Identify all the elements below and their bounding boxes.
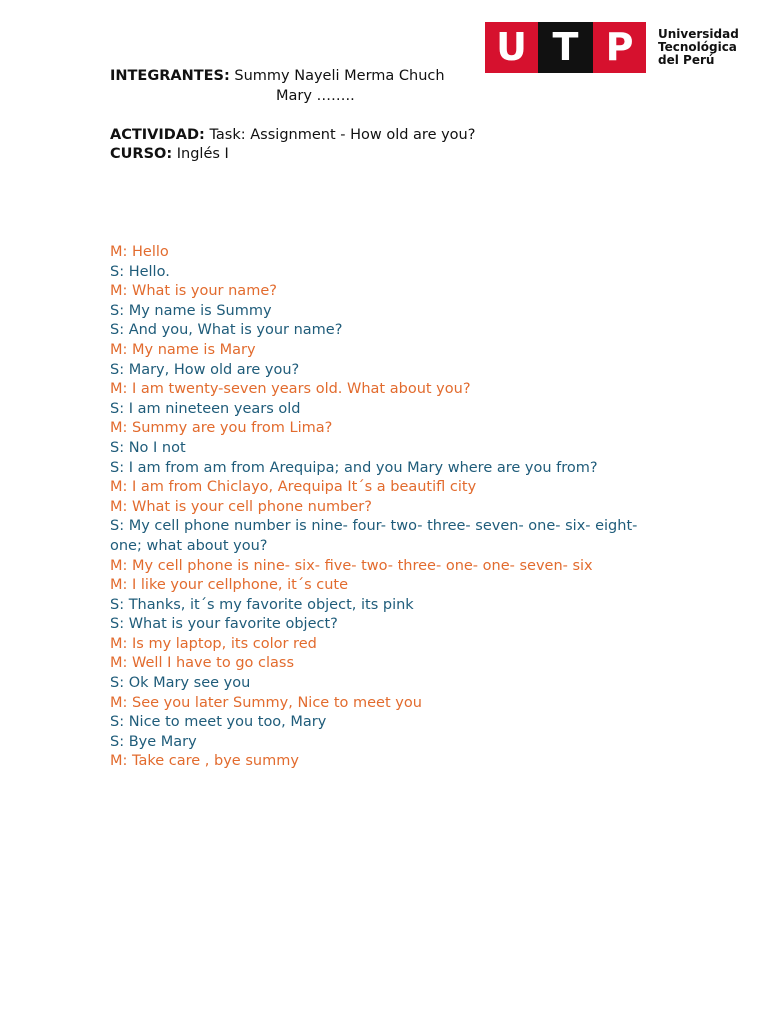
dialogue-line: M: My cell phone is nine- six- five- two- three- one- one- seven- six — [110, 557, 593, 574]
dialogue-line: M: I am twenty-seven years old. What about you? — [110, 381, 471, 398]
logo-line-2: Tecnológica — [658, 39, 737, 54]
dialogue-line: M: I like your cellphone, it´s cute — [110, 577, 349, 594]
dialogue-line: M: See you later Summy, Nice to meet you — [110, 694, 422, 711]
dialogue-line: M: Is my laptop, its color red — [110, 635, 317, 652]
dialogue-line: S: I am nineteen years old — [110, 400, 301, 417]
integrantes-value-2: Mary …….. — [276, 87, 355, 104]
dialogue-line: S: Thanks, it´s my favorite object, its pink — [110, 596, 414, 613]
document-header — [110, 67, 475, 165]
logo-university-name — [658, 28, 739, 67]
logo-letter-t: T — [538, 22, 593, 73]
actividad-value: Task: Assignment - How old are you? — [209, 126, 476, 143]
dialogue-line: M: Hello — [110, 244, 169, 260]
dialogue-line: M: Take care , bye summy — [110, 753, 299, 770]
curso-label: CURSO: — [110, 146, 173, 162]
dialogue-line: S: Bye Mary — [110, 733, 197, 750]
dialogue — [110, 243, 650, 772]
dialogue-line: M: What is your name? — [110, 283, 277, 300]
header-spacer — [110, 106, 475, 126]
integrantes-row — [110, 67, 475, 87]
dialogue-line: S: My cell phone number is nine- four- two- three- seven- one- six- eight- one; what about you? — [110, 518, 638, 554]
actividad-row — [110, 126, 475, 146]
dialogue-line: S: My name is Summy — [110, 302, 272, 319]
dialogue-line: S: Ok Mary see you — [110, 675, 251, 692]
logo-letter-u: U — [485, 22, 538, 73]
dialogue-line: S: Hello. — [110, 263, 170, 280]
integrantes-value: Summy Nayeli Merma Chuch — [234, 68, 445, 84]
integrantes-row-2 — [110, 87, 475, 107]
dialogue-line: M: I am from Chiclayo, Arequipa It´s a beautifl city — [110, 479, 477, 496]
dialogue-line: S: I am from am from Arequipa; and you Mary where are you from? — [110, 459, 598, 476]
curso-row — [110, 145, 475, 165]
dialogue-line: S: No I not — [110, 439, 186, 456]
logo-letter-p: P — [593, 22, 646, 73]
dialogue-line: S: Nice to meet you too, Mary — [110, 714, 327, 731]
integrantes-label: INTEGRANTES: — [110, 68, 230, 84]
actividad-label: ACTIVIDAD: — [110, 126, 205, 143]
dialogue-line: M: Summy are you from Lima? — [110, 420, 333, 437]
dialogue-line: S: Mary, How old are you? — [110, 361, 300, 378]
curso-value: Inglés I — [176, 146, 229, 162]
dialogue-line: M: My name is Mary — [110, 341, 256, 358]
dialogue-line: S: And you, What is your name? — [110, 322, 343, 339]
logo-line-3: del Perú — [658, 52, 715, 67]
dialogue-line: M: What is your cell phone number? — [110, 498, 372, 515]
dialogue-line: M: Well I have to go class — [110, 655, 294, 672]
utp-logo — [485, 21, 739, 73]
dialogue-line: S: What is your favorite object? — [110, 616, 338, 633]
logo-line-1: Universidad — [658, 26, 739, 41]
